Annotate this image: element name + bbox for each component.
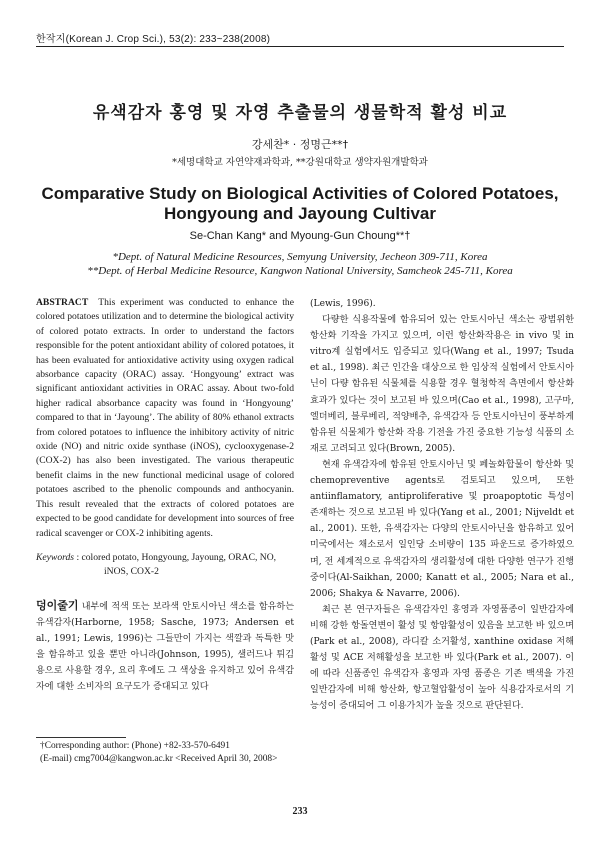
- right-column: [310, 296, 574, 714]
- affiliation-line-2: **Dept. of Herbal Medicine Resource, Kangwon National University, Samcheok 245-711, Korea: [87, 265, 513, 277]
- intro-text: 내부에 적색 또는 보라색 안토시아닌 색소를 함유하는 유색감자(Harborne, 1958; Sasche, 1973; Andersen et al., 1991; Lewis, 1996)는 그들만이 가지는 색깔과 독특한 맛을 함유하고 있을 뿐만 아니라(Johnson, 1995), 샐러드나 튀김용으로 사용할 경우, 요리 후에도 그 색상을 유지하고 있어 유색감자에 대한 소비자의 요구도가 증대되고 있다: [36, 601, 294, 693]
- intro-label: 덩이줄기: [36, 598, 79, 612]
- abstract: [36, 296, 294, 541]
- affiliation-line-1: *Dept. of Natural Medicine Resources, Semyung University, Jecheon 309-711, Korea: [112, 251, 488, 263]
- paragraph-continuation: (Lewis, 1996).: [310, 299, 376, 309]
- paragraph: 다량한 식용작물에 함유되어 있는 안토시아닌 색소는 광범위한 항산화 기작을 가지고 있으며, 이런 항산화작용은 in vivo 및 in vitro계 실험에서도 입증되고 있다(Wang et al., 1997; Tsuda et al., 1998). 최근 인간을 대상으로 한 임상적 실험에서 안토시아닌이 다량 함유된 식물체를 식용할 경우 혈청학적 측면에서 항산화 효과가 있다는 것이 보고된 바 있으며(Cao et al., 1998), 고구마, 엘더베리, 블루베리, 적양배추, 유색감자 등 안토시아닌이 풍부하게 함유된 식물체가 항산화 작용 기전을 가진 중요한 기능성 식품의 소재로 고려되고 있다(Brown, 2005).: [310, 315, 574, 454]
- affiliation-korean: *세명대학교 자연약재과학과, **강원대학교 생약자원개발학과: [172, 157, 428, 168]
- authors-korean: 강세찬* · 정명근**†: [251, 138, 349, 151]
- header-rule: [36, 46, 564, 47]
- abstract-label: ABSTRACT: [36, 297, 89, 308]
- footnote-rule: [36, 737, 126, 738]
- left-column: [36, 296, 294, 695]
- footnote-line-2: (E-mail) cmg7004@kangwon.ac.kr <Received April 30, 2008>: [40, 754, 278, 764]
- keywords: [36, 551, 294, 580]
- title-english: Comparative Study on Biological Activities of Colored Potatoes, Hongyoung and Jayoung Cultivar: [41, 184, 559, 223]
- paragraph: 현재 유색감자에 함유된 안토시아닌 및 페놀화합물이 항산화 및 chemopreventive agents로 검토되고 있으며, 또한 antiinflamatory, antiproliferative 및 proapoptotic 특성이 존재하는 것으로 보고된 바 있다(Yang et al., 2001; Nijveldt et al., 2001). 또한, 유색감자는 다양의 안토시아닌을 함유하고 있어 미국에서는 채소로서 일인당 소비량이 135 파운드로 증가하였으며, 전 세계적으로 유색감자의 생리활성에 대한 다양한 연구가 진행 중이다(Al-Saikhan, 2000; Kanatt et al., 2005; Nara et al., 2006; Shakya & Navarre, 2006).: [310, 459, 574, 599]
- abstract-text: This experiment was conducted to enhance the colored potatoes utilization and to determine the biological activity of colored potato extracts. In order to understand the factors responsible for the potent antioxidant ability of colored potatoes, it has been evaluated for antioxidative activity using oxygen radical absorbance capacity (ORAC) assay. ‘Hongyoung’ extract was significant antioxidant activities in ORAC assay. About two-fold higher radical absorbance capacity was found in ‘Hongyoung’ compared to that in ‘Jayoung’. The ability of 80% ethanol extracts from colored potatoes to influence the inhibitory activity of nitric oxide (NO) and nitric oxide synthase (iNOS), cyclooxygenase-2 (COX-2) has also been investigated. The various therapeutic benefit claims in the new functional medicinal usage of colored potatoes ascribed to the phenolic compounds and anthocyanin. This result revealed that the extracts of colored potatoes are expected to be good candidate for development into sources of free radical scavenger or COX-2 inhibiting agents.: [36, 297, 294, 539]
- footnote-line-1: †Corresponding author: (Phone) +82-33-570-6491: [40, 741, 230, 751]
- intro-paragraph: [36, 598, 294, 696]
- keywords-text: : colored potato, Hongyoung, Jayoung, ORAC, NO, iNOS, COX-2: [76, 551, 277, 578]
- page-number: 233: [292, 806, 308, 817]
- affiliation-english: [36, 250, 564, 278]
- authors-english: Se-Chan Kang* and Myoung-Gun Choung**†: [189, 230, 411, 242]
- title-korean: 유색감자 홍영 및 자영 추출물의 생물학적 활성 비교: [92, 103, 508, 123]
- keywords-label: Keywords: [36, 551, 75, 563]
- paragraph: 최근 본 연구자들은 유색감자인 홍영과 자영품종이 일반감자에 비해 강한 항돌연변이 활성 및 항암활성이 있음을 보고한 바 있으며(Park et al., 2008), 라디칼 소거활성, xanthine oxidase 저해활성 및 ACE 저해활성을 보고한 바 있다(Park et al., 2007). 이에 따라 신품종인 유색감자 홍영과 자영 품종은 기존 백색을 가진 일반감자에 비해 항산화, 항고혈압활성이 높아 식용감자로서의 기능성이 증대되어 그 이용가치가 높을 것으로 판단된다.: [310, 604, 574, 712]
- footnote: [40, 740, 302, 766]
- journal-citation: 한작지(Korean J. Crop Sci.), 53(2): 233~238(2008): [36, 34, 271, 45]
